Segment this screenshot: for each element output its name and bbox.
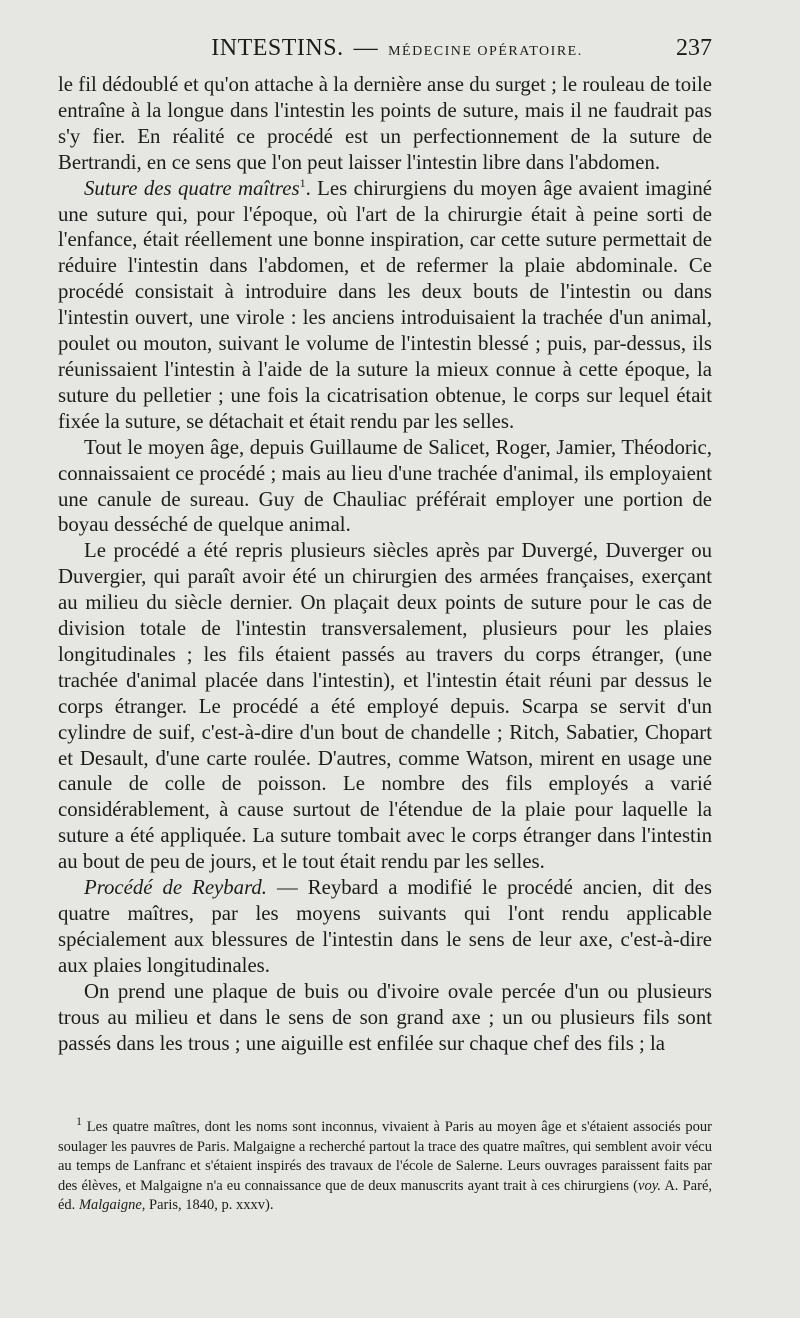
footnote-abbrev: voy. xyxy=(638,1177,661,1194)
paragraph-text: le fil dédoublé et qu'on attache à la dernière anse du surget ; le rouleau de toile entraîne à la longue dans l'intestin les points de suture, mais il ne faudrait pas s'y fier. En réalité ce procédé est un perfectionnement de la suture de Bertrandi, en ce sens que l'on peut laisser l'intestin libre dans l'abdomen. xyxy=(58,73,712,174)
header-separator: — xyxy=(353,34,379,61)
paragraph xyxy=(58,72,712,176)
paragraph xyxy=(58,875,712,979)
section-heading: Procédé de Reybard. xyxy=(84,876,267,900)
footnote-ref: 1 xyxy=(299,175,306,190)
footnote-text: A. Paré, éd. xyxy=(58,1177,712,1213)
footnote-marker: 1 xyxy=(76,1114,82,1129)
page-header xyxy=(58,28,712,68)
paragraph-text: — Reybard a modifié le procédé ancien, dit des quatre maîtres, par les moyens suivants qui l'ont rendu applicable spécialement aux blessures de l'intestin dans le sens de leur axe, c'est-à-dire aux plaies longitudinales. xyxy=(58,876,712,977)
paragraph xyxy=(58,538,712,875)
paragraph xyxy=(58,176,712,435)
running-title: INTESTINS. xyxy=(211,34,344,61)
footnote-text: , Paris, 1840, p. xxxv). xyxy=(141,1197,274,1213)
footnote-editor: Malgaigne xyxy=(78,1197,142,1213)
section-heading: Suture des quatre maîtres xyxy=(84,176,300,200)
paragraph-text: . Les chirurgiens du moyen âge avaient imaginé une suture qui, pour l'époque, où l'art de la chirurgie était à peine sorti de l'enfance, était réellement une bonne inspiration, car cette suture permettait de réduire l'intestin dans l'abdomen, et de refermer la plaie abdominale. Ce procédé consistait à introduire dans les deux bouts de l'intestin ou dans l'intestin ouvert, une virole : les anciens introduisaient la trachée d'un animal, poulet ou mouton, suivant le volume de l'intestin blessé ; puis, par-dessus, ils réunissaient l'intestin à l'aide de la suture la mieux connue à cette époque, la suture du pelletier ; une fois la cicatrisation obtenue, le corps sur lequel était fixée la suture, se détachait et était rendu par les selles. xyxy=(58,176,712,433)
paragraph xyxy=(58,435,712,539)
paragraph xyxy=(58,979,712,1057)
footnote-text: Les quatre maîtres, dont les noms sont inconnus, vivaient à Paris au moyen âge et s'étaient associés pour soulager les pauvres de Paris. Malgaigne a recherché partout la trace des quatre maîtres, qui semblent avoir vécu au temps de Lanfranc et s'étaient inspirés des travaux de l'école de Salerne. Leurs ouvrages paraissent faits par des élèves, et Malgaigne n'a eu connaissance que de deux manuscrits ayant trait à ces chirurgiens ( xyxy=(58,1119,712,1194)
footnotes xyxy=(58,1114,712,1216)
running-head xyxy=(118,35,676,62)
paragraph-text: Le procédé a été repris plusieurs siècles après par Duvergé, Duverger ou Duvergier, qui paraît avoir été un chirurgien des armées françaises, exerçant au milieu du siècle dernier. On plaçait deux points de suture pour le cas de division totale de l'intestin transversalement, plusieurs pour les plaies longitudinales ; les fils étaient passés au travers du corps étranger, (une trachée d'animal placée dans l'intestin), et l'intestin était réuni par dessus le corps étranger. Le procédé a été employé depuis. Scarpa se servit d'un cylindre de suif, c'est-à-dire d'un bout de chandelle ; Ritch, Sabatier, Chopart et Desault, d'une carte roulée. D'autres, comme Watson, mirent en usage une canule de colle de poisson. Le nombre des fils employés a varié considérablement, à cause surtout de l'étendue de la plaie pour laquelle la suture a été appliquée. La suture tombait avec le corps étranger dans l'intestin au bout de peu de jours, et le tout était rendu par les selles. xyxy=(58,539,712,874)
page-number: 237 xyxy=(676,34,712,61)
footnote xyxy=(58,1114,712,1216)
body-text xyxy=(58,72,712,1056)
running-subtitle: MÉDECINE OPÉRATOIRE. xyxy=(388,43,583,59)
paragraph-text: On prend une plaque de buis ou d'ivoire ovale percée d'un ou plusieurs trous au milieu et dans le sens de son grand axe ; un ou plusieurs fils sont passés dans les trous ; une aiguille est enfilée sur chaque chef des fils ; la xyxy=(58,979,712,1055)
paragraph-text: Tout le moyen âge, depuis Guillaume de Salicet, Roger, Jamier, Théodoric, connaissaient ce procédé ; mais au lieu d'une trachée d'animal, ils employaient une canule de sureau. Guy de Chauliac préférait employer une portion de boyau desséché de quelque animal. xyxy=(58,435,712,537)
